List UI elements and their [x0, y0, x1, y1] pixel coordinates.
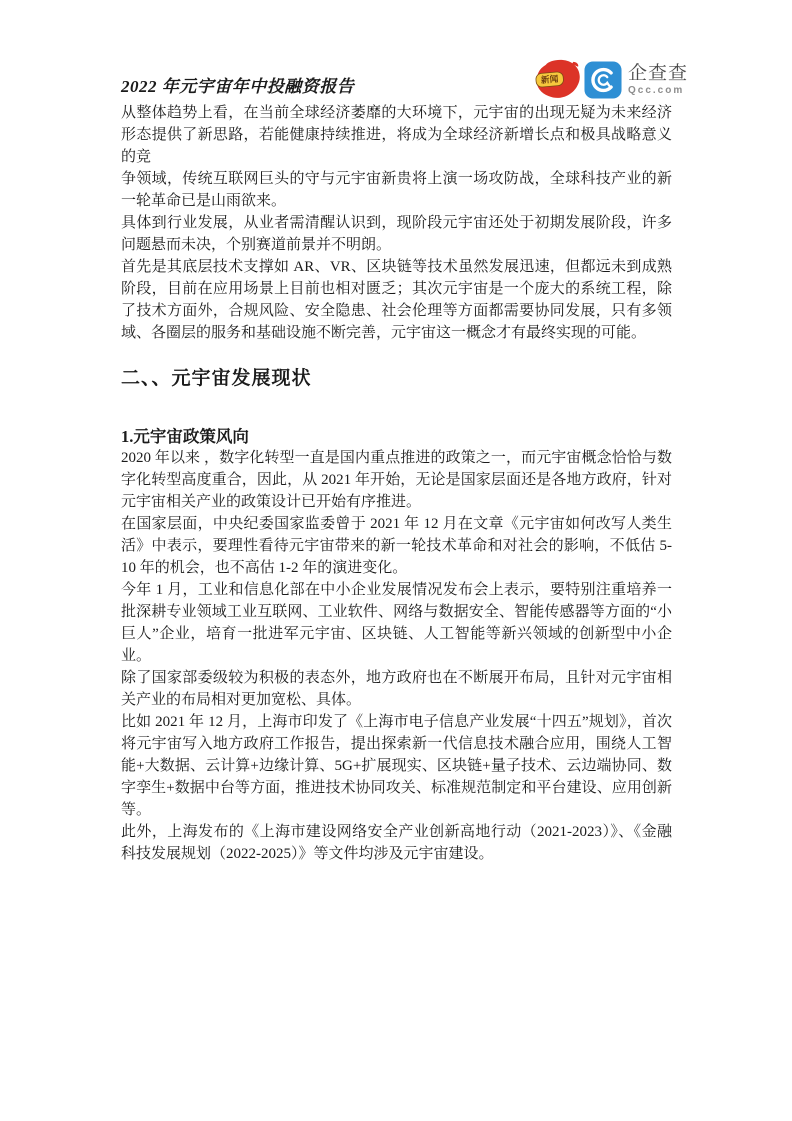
news-app-logo-icon: [534, 58, 581, 101]
sub-heading-policy-direction: 1.元宇宙政策风向: [121, 427, 249, 446]
document-title: 2022 年元宇宙年中投融资报告: [121, 77, 355, 96]
paragraph-local-government: 除了国家部委级较为积极的表态外，地方政府也在不断展开布局，且针对元宇宙相关产业的布局相对更加宽松、具体。: [121, 670, 672, 708]
paragraph-trend-2: 争领域，传统互联网巨头的守与元宇宙新贵将上演一场攻防战，全球科技产业的新一轮革命已是山雨欲来。: [121, 171, 672, 209]
document-body: [121, 102, 672, 865]
paragraph-industry-status: 具体到行业发展，从业者需清醒认识到，现阶段元宇宙还处于初期发展阶段，许多问题悬而未决，个别赛道前景并不明朗。: [121, 215, 672, 253]
paragraph-national-level: 在国家层面，中央纪委国家监委曾于 2021 年 12 月在文章《元宇宙如何改写人类生活》中表示，要理性看待元宇宙带来的新一轮技术革命和对社会的影响，不低估 5-10 年的机会，也不高估 1-2 年的演进变化。: [121, 516, 672, 576]
paragraph-shanghai-plan: 比如 2021 年 12 月，上海市印发了《上海市电子信息产业发展“十四五”规划》，首次将元宇宙写入地方政府工作报告，提出探索新一代信息技术融合应用，围绕人工智能+大数据、云计算+边缘计算、5G+扩展现实、区块链+量子技术、云边端协同、数字孪生+数据中台等方面，推进技术协同攻关、标准规范制定和平台建设、应用创新等。: [121, 714, 672, 818]
qcc-mark-icon: [584, 61, 622, 99]
paragraph-trend-1: 从整体趋势上看，在当前全球经济萎靡的大环境下，元宇宙的出现无疑为未来经济形态提供了新思路，若能健康持续推进，将成为全球经济新增长点和极具战略意义的竞: [121, 105, 672, 165]
paragraph-digital-transformation: 2020 年以来 ，数字化转型一直是国内重点推进的政策之一，而元宇宙概念恰恰与数字化转型高度重合，因此，从 2021 年开始，无论是国家层面还是各地方政府，针对元宇宙相关产业的政策设计已开始有序推进。: [121, 450, 672, 510]
paragraph-tech-foundation: 首先是其底层技术支撑如 AR、VR、区块链等技术虽然发展迅速，但都远未到成熟阶段，目前在应用场景上目前也相对匮乏；其次元宇宙是一个庞大的系统工程，除了技术方面外，合规风险、安全隐患、社会伦理等方面都需要协同发展，只有多领域、各圈层的服务和基础设施不断完善，元宇宙这一概念才有最终实现的可能。: [121, 259, 672, 341]
qcc-logo: [584, 61, 688, 99]
header-logos: [534, 58, 688, 101]
section-heading-metaverse-status: 二、、元宇宙发展现状: [121, 368, 312, 389]
qcc-logo-text: [628, 64, 688, 96]
qcc-domain: Qcc.com: [627, 84, 685, 96]
page-header: [121, 58, 688, 102]
qcc-name: 企查查: [627, 62, 688, 84]
news-logo-text: 新闻: [540, 73, 559, 86]
paragraph-miit-statement: 今年 1 月，工业和信息化部在中小企业发展情况发布会上表示，要特别注重培养一批深耕专业领域工业互联网、工业软件、网络与数据安全、智能传感器等方面的“小巨人”企业，培育一批进军元宇宙、区块链、人工智能等新兴领域的创新型中小企业。: [121, 582, 672, 664]
paragraph-shanghai-documents: 此外，上海发布的《上海市建设网络安全产业创新高地行动（2021-2023）》、《金融科技发展规划（2022-2025）》等文件均涉及元宇宙建设。: [121, 824, 672, 862]
